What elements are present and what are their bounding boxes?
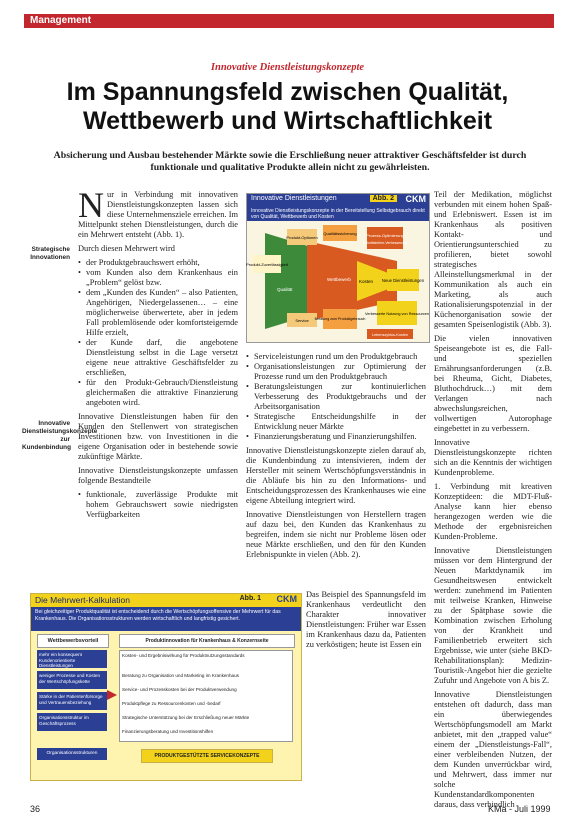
col2-paragraph-1: Innovative Dienstleistungskonzepte zielen darauf ab, die Kundenbindung zu intensivieren, indem der Hersteller mit seinem Wertschöpfungsverständnis in die Abläufe bis hin zu den Informations- und Entscheidungsprozessen des Krankenhauses wie eine eigene Abteilung integriert wird.	[246, 446, 426, 505]
left-item: Stärke in der Patientenfürsorge und Vertrauensbeziehung	[37, 692, 107, 710]
col1-paragraph-4: Innovative Dienstleistungskonzepte umfassen folgende Bestandteile	[78, 466, 238, 485]
right-item: Strategische Unterstützung bei der Erschließung neuer Märkte	[122, 715, 250, 720]
right-item: Finanzierungsberatung und Investitionshilfen	[122, 729, 214, 734]
label-quality: Qualität	[277, 287, 293, 292]
col1-bullet-list	[78, 258, 238, 408]
list-item: • dem „Kunden des Kunden“ – also Patienten, Angehörigen, Niedergelassenen… – eine möglicherweise überwertete, aber in jedem Fall problemlösende oder komfortsteigernde Hilfe erzielt,	[86, 288, 238, 338]
dropcap: N	[78, 185, 104, 225]
col3-paragraph-3: Innovative Dienstleistungskonzepte richten sich an die Kenntnis der wichtigen Kundenprobleme.	[434, 438, 552, 477]
right-column	[119, 650, 293, 742]
margin-note-strategic: Strategische Innovationen	[30, 246, 70, 261]
figure2-title: Die Mehrwert-Kalkulation	[35, 595, 130, 605]
label-tr2: Schnittstellen-Verbesserung	[362, 241, 408, 245]
section-label: Management	[30, 15, 92, 26]
list-item: • Finanzierungsberatung und Finanzierungshilfen.	[254, 432, 426, 442]
column-2-lower	[306, 590, 426, 778]
left-item: mehr ein konsequent Kundenorientierte Dienstleistungen	[37, 650, 107, 668]
figure-title: Innovative Dienstleistungen	[251, 195, 337, 202]
col2-bullet-list	[246, 352, 426, 442]
right-header: Produktinnovation für Krankenhaus & Konzernseite	[119, 634, 295, 648]
margin-note-customer: Innovative Dienstleistungskonzepte zur Kundenbindung	[22, 420, 98, 451]
list-item: • Serviceleistungen rund um den Produktgebrauch	[254, 352, 426, 362]
figure-added-value	[30, 593, 302, 781]
left-item: weniger Prozesse und Kosten der Wertschöpfungskette	[37, 671, 107, 689]
label-competition: Wettbewerb	[327, 277, 351, 282]
label-br2: Lebenszyklus-Kosten	[371, 333, 409, 337]
bottom-right-box: PRODUKTGESTÜTZTE SERVICEKONZEPTE	[141, 749, 273, 763]
ckm-logo: CKM	[405, 194, 426, 204]
col3-paragraph-2: Die vielen innovativen Speiseangebote ist es, die Fall- und speziellen Ernährungsanforderungen (z.B. bei Rheuma, Gicht, Diabetes, Bluthochdruck…) mit dem Verlangen nach abwechslungsreichen, vollwertigen Autorophage eingebettet in zu verbessern.	[434, 334, 552, 433]
col2-paragraph-3: Das Beispiel des Spannungsfeld im Krankenhaus verdeutlicht den Charakter innovativer Dienstleistungen: Früher war Essen im Krankenhaus dazu da, Patienten zu verköstigen; heute ist Essen ein	[306, 590, 426, 649]
label-center: Neue Dienstleistungen	[381, 278, 425, 283]
list-item: • der Produktgebrauchswert erhöht,	[86, 258, 238, 268]
list-item: • Strategische Entscheidungshilfe in der Entwicklung neuer Märkte	[254, 412, 426, 432]
label-tl1: Produkt-Optionen	[286, 235, 318, 240]
label-tr1: Prozess-Optimierung	[366, 233, 404, 238]
page-number: 36	[30, 804, 41, 814]
column-1	[78, 185, 238, 588]
issue-label: KMa - Juli 1999	[488, 804, 551, 814]
col3-paragraph-5: Innovative Dienstleistungen müssen vor dem Hintergrund der Neuen Marktdynamik im Gesundheitswesen entwickelt werden: zunehmend im Patienten mit teilweise Kranken, Hinweise zu der Spätphase sowie die Kombination zwischen Erholung von der Krankheit und Familienbetrieb erweitert sich Ergebnisse, wie unter (siehe BKD-Rehabilitationsplan): Medizin-Touristik-Angebot hier die gezielte Zufuhr und Angebote von A bis Z.	[434, 546, 552, 685]
col1-paragraph-1: ur in Verbindung mit innovativen Dienstleistungskonzepten lassen sich diese Unternehmensziele erreichen. Im Mittelpunkt stehen Dienstleistungen, durch die ein Mehrwert entsteht (Abb. 1).	[78, 190, 238, 239]
label-br1: Verbesserte Nutzung von Ressourcen	[365, 312, 429, 316]
ckm-logo-2: CKM	[276, 594, 297, 604]
figure-subtitle: Innovative Dienstleistungskonzepte in der Bereitstellung Selbstgebrauch direkt von Qualität, Wettbewerb und Kosten	[247, 206, 429, 224]
figure-number: Abb. 2	[370, 195, 397, 202]
figure-header	[247, 194, 429, 206]
bottom-left-box: Organisationsstrukturen	[37, 748, 107, 760]
col3-paragraph-4: 1. Verbindung mit kreativen Konzeptideen: die MDT-Fluß-Analyse kann hier ebenso herangezogen werden wie die Methode der ergebnisreichen Kunden-Probleme.	[434, 482, 552, 541]
column-2	[246, 352, 426, 588]
left-column	[37, 650, 107, 740]
list-item: • funktionale, zuverlässige Produkte mit hohem Gebrauchswert sowie niedrigsten Verfügbarkeiten	[86, 490, 238, 520]
col1-paragraph-3: Innovative Dienstleistungen haben für den Kunden den Stellenwert von strategischen Investitionen bzw. von Investitionen in die eigene Organisation oder in bestehende sowie zukünftige Märkte.	[78, 412, 238, 461]
right-item: Produktpflege zu Ressourcenkosten und -bedarf	[122, 701, 221, 706]
label-tl3: Produkt-Zuverlässigkeit	[246, 262, 288, 267]
figure-innovative-services	[246, 193, 430, 343]
section-bar	[24, 14, 554, 28]
col2-paragraph-2: Innovative Dienstleistungen von Herstellern tragen auf dazu bei, den Kunden das Krankenhaus zu begreifen, indem sie nicht nur Probleme lösen oder neue Märkte erschließen, und den für den Kunden Erlebnispunkte in vielen (Abb. 2).	[246, 510, 426, 559]
list-item: • vom Kunden also dem Krankenhaus ein „Problem“ gelöst bzw.	[86, 268, 238, 288]
right-item: Service- und Prozesskosten bei der Produktverwendung	[122, 687, 237, 692]
left-header: Wettbewerbsvorteil	[37, 634, 109, 648]
label-tl2: Qualitätssicherung	[323, 231, 357, 236]
label-bl1: Service	[295, 318, 309, 323]
figure2-number: Abb. 1	[239, 595, 261, 602]
article-kicker: Innovative Dienstleistungskonzepte	[210, 62, 365, 73]
right-item: Kosten- und Ergebniswirkung für Produktnutzungsstandards	[122, 653, 245, 658]
article-title: Im Spannungsfeld zwischen Qualität, Wettbewerb und Wirtschaftlichkeit	[66, 78, 509, 135]
right-item: Beratung zu Organisation und Marketing im Krankenhaus	[122, 673, 239, 678]
list-item: • Organisationsleistungen zur Optimierung der Prozesse rund um den Produktgebrauch	[254, 362, 426, 382]
box-tr	[367, 227, 403, 249]
article-lead: Absicherung und Ausbau bestehender Märkte sowie die Erschließung neuer attraktiver Geschäftsfelder ist durch funktionale und qualitative Produkte allein nicht zu gewährleisten.	[53, 150, 527, 173]
list-item: • der Kunde darf, die angebotene Dienstleistung selbst in die Lage versetzt eigene neue attraktive Geschäftsfelder zu erschließen,	[86, 338, 238, 378]
list-item: • Beratungsleistungen zur kontinuierlichen Verbesserung des Produktgebrauchs und der Arbeitsorganisation	[254, 382, 426, 412]
list-item: • für den Produkt-Gebrauch/Dienstleistung gleichermaßen die attraktive Finanzierung angeboten wird.	[86, 378, 238, 408]
figure-diagram	[247, 221, 429, 341]
col1-paragraph-2: Durch diesen Mehrwert wird	[78, 244, 175, 253]
col3-paragraph-6: Innovative Dienstleistungen entstehen oft dadurch, dass man ein überwiegendes Wertschöpfungsmodell am Markt anbietet, mit den „trapped value“ einem der „Dienstleistungs-Fall“, einer verbleibenden Nutzen, der dem Kunden unverrückbar wird, und Mehrwert, dass immer nur solche Kundenstandardkomponenten daraus, dass verbindlich	[434, 690, 552, 809]
left-item: Organisationsstruktur im Geschäftsprozess	[37, 713, 107, 731]
label-bl2: Beratung zum Produktgebrauch	[314, 317, 366, 321]
figure2-subtitle: Bei gleichzeitiger Produktqualität ist entscheidend durch die Wertschöpfungsoffensive der Mehrwert für das Krankenhaus. Die Organisationsstrukturen werden wirtschaftlich und langfristig gesichert.	[31, 607, 301, 631]
label-cost: Kosten	[359, 279, 374, 284]
col1-bullet-list-2	[78, 490, 238, 520]
col3-paragraph-1: Teil der Medikation, möglichst verbunden mit einem hohen Spaß- und Erlebniswert. Essen ist im Krankenhaus als positiven Kontakt- und Orientierungsunterschied zu profilieren, bietet sowohl strategisches Alleinstellungsmerkmal in der Kommunikation als auch ein Marketing, als auch Rationalisierungspotenzial in der Küchenorganisation sowie der gesamten Speisenlogistik (Abb. 3).	[434, 190, 552, 329]
figure2-header	[31, 594, 301, 607]
